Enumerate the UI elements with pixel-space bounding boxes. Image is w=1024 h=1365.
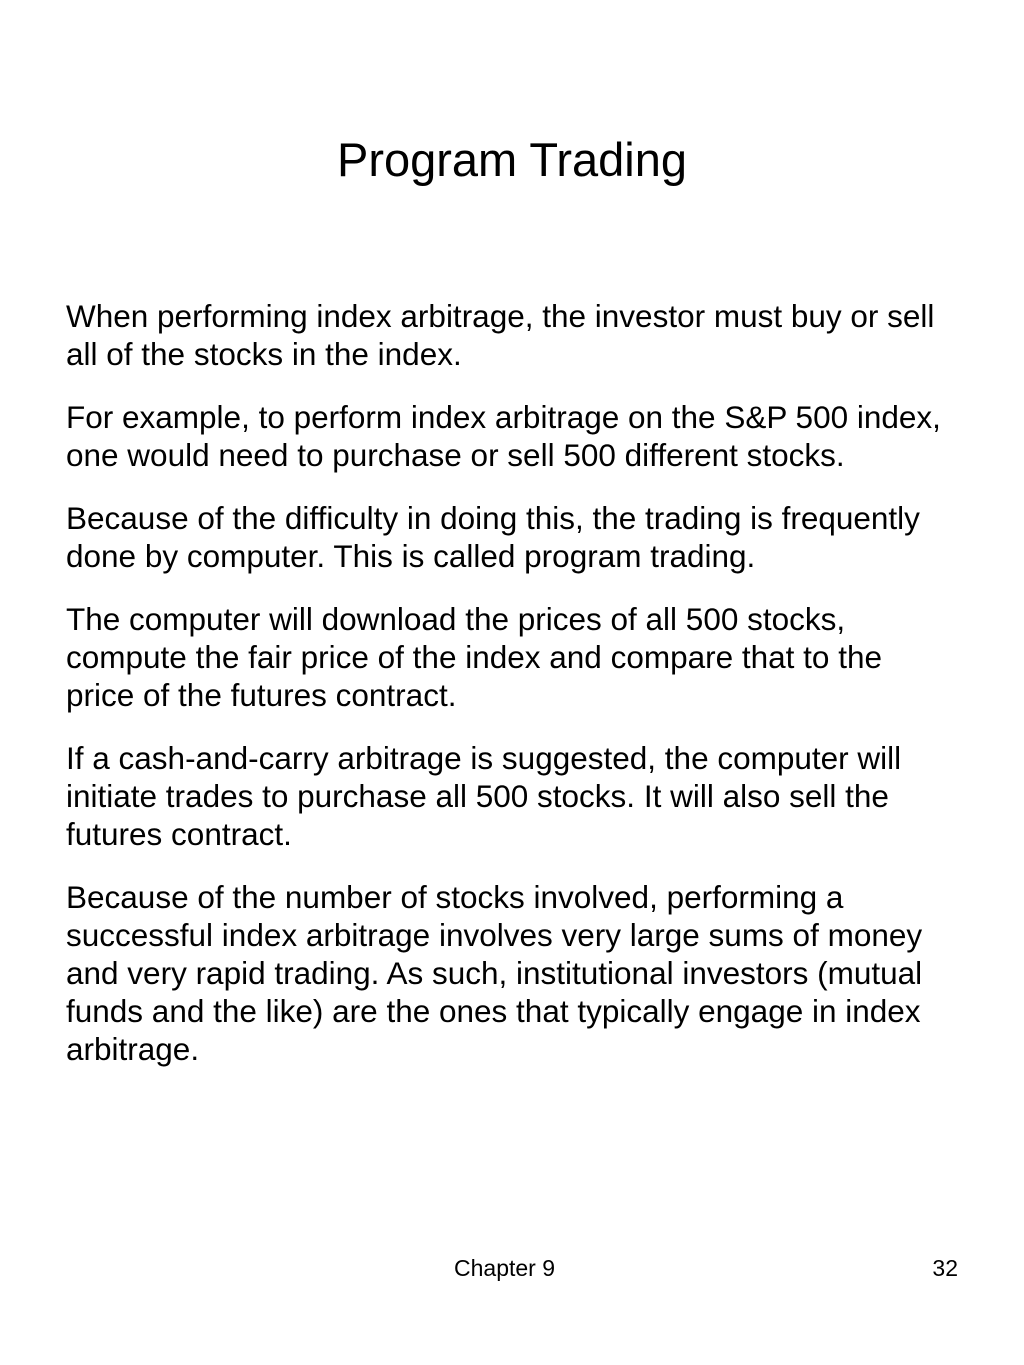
paragraph-institutional-investors: Because of the number of stocks involved, performing a successful index arbitrage involves very large sums of money and very rapid trading. As such, institutional investors (mutual funds and the like) are the ones that typically engage in index arbitrage. — [66, 879, 923, 1067]
slide-footer — [0, 1254, 1024, 1282]
paragraph-computer-process: The computer will download the prices of all 500 stocks, compute the fair price of the index and compare that to the price of the futures contract. — [66, 601, 882, 713]
paragraph-program-trading-definition: Because of the difficulty in doing this, the trading is frequently done by computer. This is called program trading. — [66, 500, 920, 574]
paragraph-cash-and-carry: If a cash-and-carry arbitrage is suggested, the computer will initiate trades to purchase all 500 stocks. It will also sell the futures contract. — [66, 740, 902, 852]
footer-page-number: 32 — [932, 1255, 958, 1281]
paragraph-sp500-example: For example, to perform index arbitrage on the S&P 500 index, one would need to purchase or sell 500 different stocks. — [66, 399, 941, 473]
footer-chapter-label: Chapter 9 — [454, 1255, 556, 1281]
slide-body — [66, 297, 956, 1093]
paragraph-index-arbitrage: When performing index arbitrage, the investor must buy or sell all of the stocks in the index. — [66, 298, 935, 372]
slide-title: Program Trading — [336, 133, 688, 186]
